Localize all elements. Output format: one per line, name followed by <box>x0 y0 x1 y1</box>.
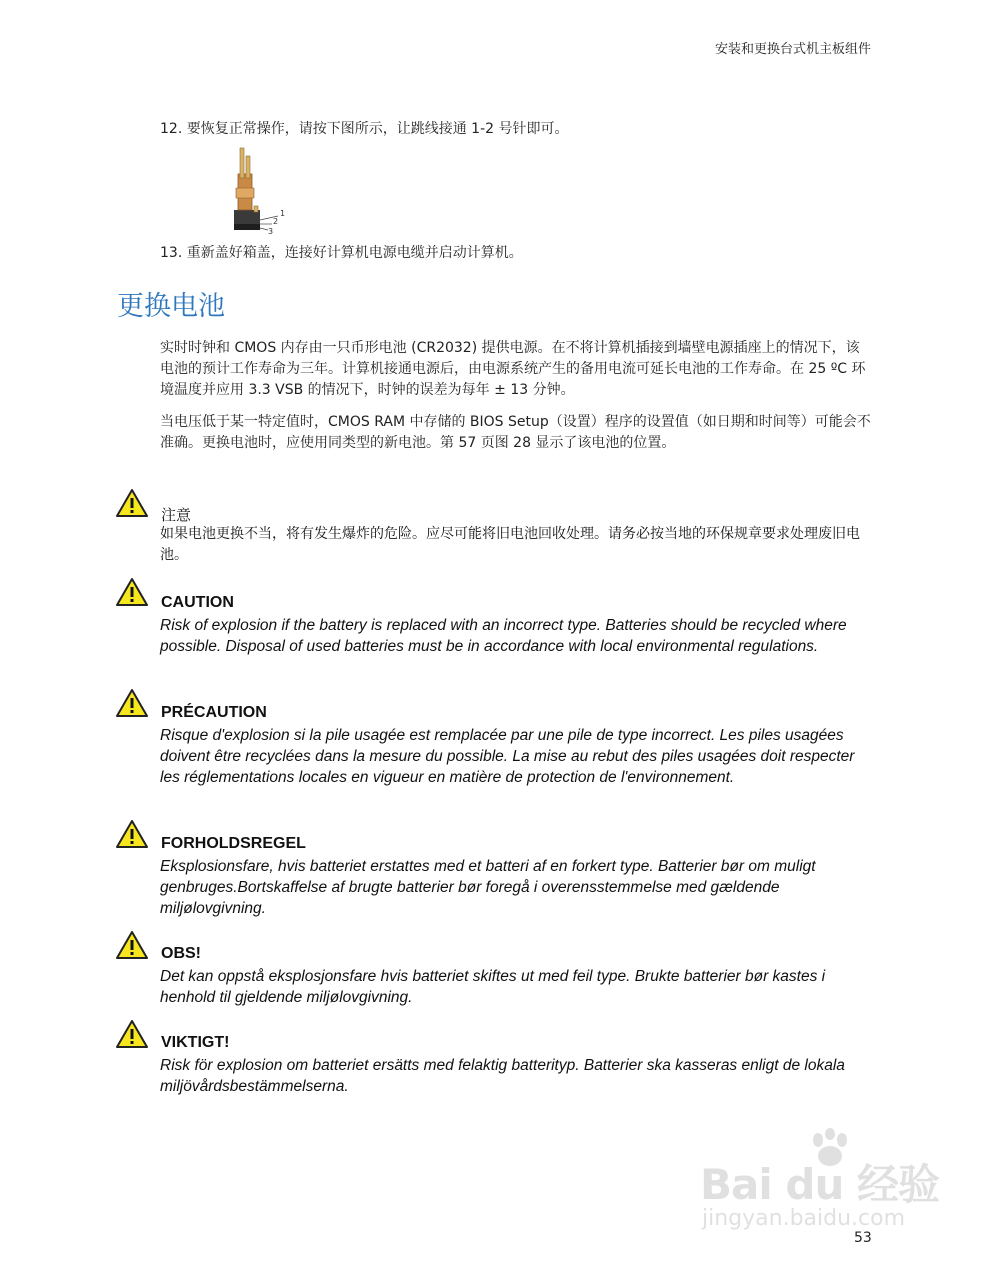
warning-title: CAUTION <box>161 594 234 611</box>
page-number: 53 <box>854 1230 872 1246</box>
pin-label-1: 1 <box>280 209 286 218</box>
step-number: 12. <box>160 121 183 137</box>
warning-text: Risk of explosion if the battery is replaced with an incorrect type. Batteries should be recycled where possible. Disposal of used batteries must be in accordance with local environmental regulations. <box>160 617 847 655</box>
step-12 <box>160 118 568 138</box>
warning-title: 注意 <box>161 506 192 524</box>
warning-title: OBS! <box>161 945 201 962</box>
step-number: 13. <box>160 245 183 261</box>
pin-label-2: 2 <box>273 217 279 226</box>
warning-triangle-icon <box>115 688 149 718</box>
jumper-pins-icon <box>226 144 290 236</box>
warning-triangle-icon <box>115 1019 149 1049</box>
paragraph-battery-info: 实时时钟和 CMOS 内存由一只币形电池 (CR2032) 提供电源。在不将计算机插接到墙壁电源插座上的情况下，该电池的预计工作寿命为三年。计算机接通电源后，由电源系统产生的备用电流可延长电池的工作寿命。在 25 ºC 环境温度并应用 3.3 VSB 的情况下，时钟的误差为每年 ± 13 分钟。 <box>160 340 866 398</box>
baidu-watermark <box>700 1128 939 1240</box>
warning-triangle-icon <box>115 488 149 518</box>
step-text: 重新盖好箱盖，连接好计算机电源电缆并启动计算机。 <box>186 245 523 261</box>
warning-text: Risque d'explosion si la pile usagée est remplacée par une pile de type incorrect. Les piles usagées doivent être recyclées dans la mesure du possible. La mise au rebut des piles usagées doit respecter les réglementations locales en vigueur en matière de protection de l'environnement. <box>160 727 855 786</box>
warning-triangle-icon <box>115 819 149 849</box>
warning-text: Eksplosionsfare, hvis batteriet erstattes med et batteri af en forkert type. Batterier bør om muligt genbruges.Bortskaffelse af brugte batterier bør foregå i overensstemmelse med gældende miljølovgivning. <box>160 858 816 917</box>
warning-text: Risk för explosion om batteriet ersätts med felaktig batterityp. Batterier ska kasseras enligt de lokala miljövårdsbestämmelserna. <box>160 1057 845 1095</box>
section-title: 更换电池 <box>117 291 225 322</box>
step-text: 要恢复正常操作，请按下图所示，让跳线接通 1-2 号针即可。 <box>186 121 569 137</box>
warning-triangle-icon <box>115 930 149 960</box>
watermark-brand: Bai du 经验 <box>700 1160 939 1209</box>
running-header: 安装和更换台式机主板组件 <box>714 42 871 57</box>
warning-title: FORHOLDSREGEL <box>161 835 306 852</box>
step-13 <box>160 242 523 262</box>
pin-label-3: 3 <box>268 227 274 236</box>
watermark-url: jingyan.baidu.com <box>702 1206 906 1231</box>
warning-text: Det kan oppstå eksplosjonsfare hvis batteriet skiftes ut med feil type. Brukte batterier bør kastes i henhold til gjeldende miljølovgivning. <box>160 968 826 1006</box>
warning-text: 如果电池更换不当，将有发生爆炸的危险。应尽可能将旧电池回收处理。请务必按当地的环保规章要求处理废旧电池。 <box>160 526 860 563</box>
warning-title: PRÉCAUTION <box>161 704 267 721</box>
warning-title: VIKTIGT! <box>161 1034 230 1051</box>
warning-triangle-icon <box>115 577 149 607</box>
paragraph-cmos-note: 当电压低于某一特定值时，CMOS RAM 中存储的 BIOS Setup（设置）程序的设置值（如日期和时间等）可能会不准确。更换电池时，应使用同类型的新电池。第 57 页图 28 显示了该电池的位置。 <box>160 414 871 451</box>
